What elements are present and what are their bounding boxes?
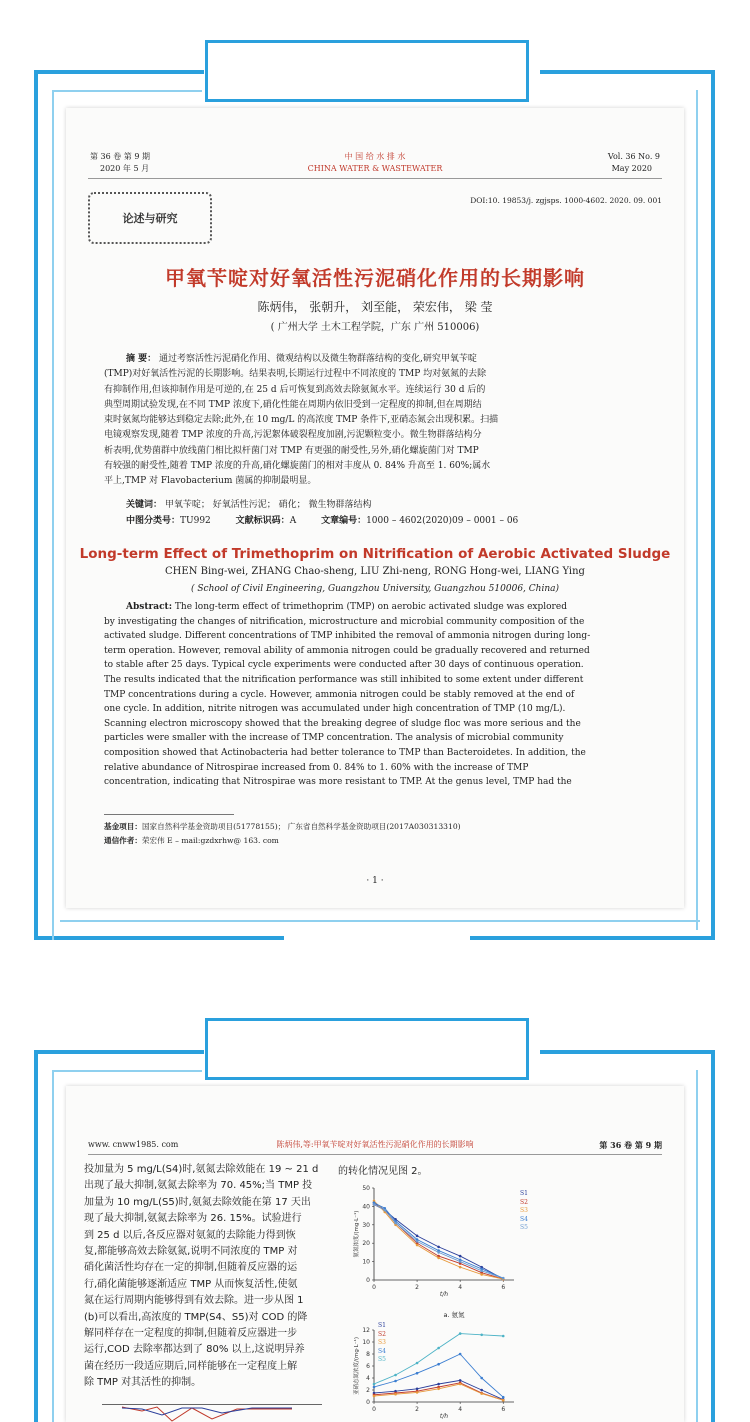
frame-left-bar-2 — [34, 1050, 38, 1422]
y-tick-label: 6 — [366, 1363, 370, 1370]
data-point-S5 — [437, 1347, 440, 1350]
data-point-S1 — [459, 1379, 462, 1382]
x-tick-label: 2 — [415, 1284, 419, 1291]
data-point-S3 — [459, 1383, 462, 1386]
authors-en: CHEN Bing-wei, ZHANG Chao-sheng, LIU Zhi-neng, RONG Hong-wei, LIANG Ying — [165, 566, 585, 577]
chart-a-ammonia — [334, 1182, 574, 1310]
header-rule — [88, 178, 662, 179]
frame-bottom-bar-1 — [34, 936, 284, 940]
frame-top-bar-1b — [540, 70, 715, 74]
data-point-S3 — [394, 1393, 397, 1396]
clc-label: 中图分类号： — [126, 516, 181, 526]
series-line-S4 — [374, 1203, 503, 1278]
data-point-S5 — [459, 1332, 462, 1335]
fund-value: 国家自然科学基金资助项目(51778155)； 广东省自然科学基金资助项目(2017A030313310) — [141, 822, 461, 831]
series-line-S1 — [374, 1203, 503, 1279]
abstract-cn-line: 有较强的耐受性,随着 TMP 浓度的升高,硝化螺旋菌门的相对丰度从 0. 84% 升高至 1. 60%;属水 — [104, 461, 491, 472]
code-value: A — [289, 516, 297, 526]
footnote-contact — [104, 836, 279, 846]
x-tick-label: 6 — [501, 1406, 506, 1413]
legend-b-s1: S1 — [378, 1322, 386, 1329]
data-point-S3 — [416, 1391, 419, 1394]
data-point-S5 — [480, 1334, 483, 1337]
code-label: 文献标识码： — [235, 516, 290, 526]
abstract-cn-line: (TMP)对好氧活性污泥的长期影响。结果表明,长期运行过程中不同浓度的 TMP 均对氨氮的去除 — [104, 369, 487, 380]
frame-inner-left-1 — [52, 90, 54, 940]
frame-top-bar-1 — [34, 70, 204, 74]
page-number: · 1 · — [366, 876, 384, 886]
abstract-en-label: Abstract: — [126, 602, 173, 612]
body-line: 硝化菌活性均存在一定的抑制,但随着反应器的运 — [84, 1262, 298, 1274]
x-axis-label: t/h — [439, 1291, 449, 1298]
article-title-cn: 甲氧苄啶对好氧活性污泥硝化作用的长期影响 — [165, 266, 585, 290]
data-point-S4 — [416, 1372, 419, 1375]
body-line: 除 TMP 对其活性的抑制。 — [84, 1377, 202, 1389]
data-point-S5 — [502, 1335, 505, 1338]
y-tick-label: 40 — [362, 1203, 370, 1211]
keywords-cn-label: 关键词： — [126, 500, 163, 510]
legend-a-s2: S2 — [520, 1198, 528, 1206]
legend-a-s5: S5 — [520, 1224, 528, 1231]
y-axis-label: 氨氮浓度/(mg·L⁻¹) — [354, 1210, 360, 1258]
data-point-S3 — [437, 1257, 440, 1260]
series-line-S3 — [374, 1201, 503, 1279]
x-axis-label: t/h — [439, 1413, 449, 1420]
data-point-S3 — [480, 1273, 483, 1276]
frame-top-bar-2 — [34, 1050, 204, 1054]
frame-right-bar-2 — [711, 1050, 715, 1422]
data-point-S5 — [437, 1251, 440, 1254]
clc-value: TU992 — [180, 516, 211, 526]
abstract-en-line: one cycle. In addition, nitrite nitrogen was accumulated under high concentration of TMP (10 mg/L). — [104, 704, 566, 715]
body-line: (b)可以看出,高浓度的 TMP(S4、S5)对 COD 的降 — [84, 1311, 308, 1323]
chart-b-container — [334, 1320, 574, 1422]
fund-label: 基金项目： — [104, 822, 142, 831]
body-column-left — [84, 1162, 346, 1392]
data-point-S1 — [437, 1383, 440, 1386]
data-point-S4 — [437, 1363, 440, 1366]
contact-label: 通信作者： — [104, 836, 142, 845]
legend-b-s5: S5 — [378, 1356, 386, 1363]
header-journal-en: CHINA WATER & WASTEWATER — [307, 164, 443, 173]
data-point-S5 — [502, 1277, 505, 1280]
data-point-S4 — [502, 1396, 505, 1399]
authors-cn: 陈炳伟， 张朝升， 刘至能， 荣宏伟， 梁 莹 — [257, 300, 493, 314]
keywords-cn — [126, 498, 371, 513]
figure-1-partial-plot — [102, 1405, 322, 1422]
frame-inner-right-1 — [696, 90, 698, 930]
data-point-S4 — [394, 1380, 397, 1383]
body-line: 运行,COD 去除率都达到了 80% 以上,这说明异养 — [84, 1344, 305, 1356]
chart-b-legend — [378, 1322, 386, 1365]
affiliation-en: ( School of Civil Engineering, Guangzhou University, Guangzhou 510006, China) — [191, 584, 559, 594]
chart-b-nitrite — [334, 1320, 574, 1422]
data-point-S3 — [437, 1388, 440, 1391]
data-point-S3 — [480, 1392, 483, 1395]
figure-1-partial — [102, 1404, 322, 1422]
abstract-cn-line: 通过考察活性污泥硝化作用、微观结构以及微生物群落结构的变化,研究甲氧苄啶 — [159, 354, 477, 364]
header-journal-cn: 中 国 给 水 排 水 — [344, 152, 406, 161]
data-point-S5 — [416, 1240, 419, 1243]
abstract-cn-line: 平上,TMP 对 Flavobacterium 菌属的抑制最明显。 — [104, 476, 317, 487]
section-stamp — [88, 192, 212, 244]
header-rule-2 — [88, 1154, 662, 1155]
data-point-S5 — [373, 1383, 376, 1386]
y-tick-label: 12 — [362, 1327, 370, 1334]
header-site: www. cnww1985. com — [88, 1140, 179, 1149]
classification-line — [126, 514, 518, 529]
abstract-en-line: TMP concentrations during a cycle. However, ammonia nitrogen could be stably removed at the end of — [104, 689, 575, 700]
abstract-en-line: concentration, indicating that Nitrospirae was more resistant to TMP. At the genus level, TMP had the — [104, 777, 572, 788]
data-point-S4 — [480, 1377, 483, 1380]
data-point-S1 — [459, 1255, 462, 1258]
keywords-cn-value: 甲氧苄啶； 好氧活性污泥； 硝化； 微生物群落结构 — [164, 500, 372, 510]
data-point-S5 — [416, 1362, 419, 1365]
y-tick-label: 10 — [362, 1258, 370, 1266]
header-volume-cn: 第 36 卷 第 9 期 — [90, 152, 150, 161]
article-label: 文章编号： — [321, 516, 367, 526]
abstract-cn-line: 有抑制作用,但该抑制作用是可逆的,在 25 d 后可恢复到高效去除氨氮水平。连续运行 30 d 后的 — [104, 384, 486, 395]
y-tick-label: 0 — [366, 1277, 370, 1284]
abstract-en-line: Scanning electron microscopy showed that the breaking degree of sludge floc was more serious and the — [104, 718, 581, 729]
doi: DOI:10. 19853/j. zgjsps. 1000-4602. 2020. 09. 001 — [470, 196, 662, 205]
body-line: 出现了最大抑制,氨氮去除率为 70. 45%;当 TMP 投 — [84, 1180, 313, 1192]
body-line: 加量为 10 mg/L(S5)时,氨氮去除效能在第 17 天出 — [84, 1196, 311, 1208]
abstract-en-line: particles were smaller with the increase of TMP concentration. The analysis of microbial community — [104, 733, 564, 744]
article-title-en: Long-term Effect of Trimethoprim on Nitrification of Aerobic Activated Sludge — [79, 546, 671, 562]
article-value: 1000 – 4602(2020)09 – 0001 – 06 — [366, 516, 519, 526]
header-volume-en: Vol. 36 No. 9 — [607, 152, 660, 161]
data-point-S5 — [394, 1374, 397, 1377]
data-point-S1 — [416, 1388, 419, 1391]
y-tick-label: 8 — [366, 1351, 370, 1358]
data-point-S4 — [459, 1353, 462, 1356]
abstract-en-line: activated sludge. Different concentrations of TMP inhibited the removal of ammonia nitrogen during long- — [104, 631, 591, 642]
section-stamp-label: 论述与研究 — [122, 212, 178, 225]
y-tick-label: 50 — [362, 1185, 370, 1192]
contact-value: 荣宏伟 E – mail:gzdxrhw@ 163. com — [141, 836, 279, 845]
frame-top-bar-2b — [540, 1050, 715, 1054]
frame-bottom-bar-1b — [470, 936, 715, 940]
affiliation-cn: ( 广州大学 土木工程学院，广东 广州 510006) — [270, 322, 480, 333]
legend-a-s1: S1 — [520, 1190, 528, 1197]
data-point-S5 — [373, 1203, 376, 1206]
chart-a-legend — [520, 1190, 528, 1233]
journal-page-1 — [66, 108, 684, 908]
body-line: 到 25 d 以后,各反应器对氨氮的去除能力得到恢 — [84, 1229, 296, 1241]
header-date-en: May 2020 — [611, 164, 652, 173]
chart-a-caption: a. 氨氮 — [443, 1311, 465, 1319]
data-point-S3 — [373, 1395, 376, 1398]
data-point-S5 — [383, 1209, 386, 1212]
x-tick-label: 2 — [415, 1406, 419, 1413]
legend-b-s3: S3 — [378, 1339, 386, 1346]
data-point-S1 — [437, 1246, 440, 1249]
footnote-fund — [104, 822, 461, 832]
body-line: 解同样存在一定程度的抑制,但随着反应器进一步 — [84, 1328, 298, 1340]
legend-b-s2: S2 — [378, 1330, 386, 1338]
y-tick-label: 30 — [362, 1221, 370, 1229]
series-line-S5 — [374, 1334, 503, 1384]
right-intro: 的转化情况见图 2。 — [338, 1166, 428, 1177]
journal-page-2 — [66, 1086, 684, 1422]
abstract-cn — [104, 352, 652, 490]
x-tick-label: 4 — [458, 1284, 463, 1291]
legend-a-s3: S3 — [520, 1207, 528, 1214]
frame-inner-right-2 — [696, 1070, 698, 1422]
abstract-en-line: composition showed that Actinobacteria had better tolerance to TMP than Bacteroidetes. In addition, the — [104, 747, 586, 758]
frame-tab-box-1 — [205, 40, 529, 102]
footnote-rule — [104, 814, 234, 815]
legend-b-s4: S4 — [378, 1347, 386, 1355]
abstract-en-line: by investigating the changes of nitrification, microstructure and microbial community composition of the — [104, 616, 585, 627]
x-tick-label: 6 — [501, 1284, 506, 1291]
data-point-S4 — [373, 1386, 376, 1389]
frame-inner-top-1 — [52, 90, 202, 92]
data-point-S5 — [394, 1222, 397, 1225]
data-point-S1 — [480, 1389, 483, 1392]
abstract-cn-line: 典型周期试验发现,在不同 TMP 浓度下,硝化性能在周期内依旧受到一定程度的抑制,但在周期结 — [104, 399, 482, 410]
y-tick-label: 2 — [366, 1387, 370, 1394]
frame-tab-box-2 — [205, 1018, 529, 1080]
y-tick-label: 4 — [366, 1375, 370, 1382]
data-point-S5 — [459, 1260, 462, 1263]
chart-a-container — [334, 1182, 574, 1310]
abstract-en-line: term operation. However, removal ability of ammonia nitrogen could be gradually recovered and returned — [104, 645, 590, 656]
frame-inner-bottom-1 — [60, 920, 700, 922]
legend-a-s4: S4 — [520, 1215, 528, 1223]
header-volume: 第 36 卷 第 9 期 — [599, 1140, 662, 1150]
body-line: 菌在经历一段适应期后,同样能够在一定程度上解 — [84, 1360, 298, 1372]
abstract-en-line: to stable after 25 days. Typical cycle experiments were conducted after 30 days of continuous operation. — [104, 660, 584, 671]
y-tick-label: 20 — [362, 1240, 370, 1248]
body-line: 投加量为 5 mg/L(S4)时,氨氮去除效能在 19 ~ 21 d — [84, 1164, 319, 1175]
abstract-en-line: The long-term effect of trimethoprim (TMP) on aerobic activated sludge was explored — [174, 602, 567, 612]
data-point-S3 — [459, 1266, 462, 1269]
abstract-en — [104, 600, 656, 790]
abstract-en-line: The results indicated that the nitrification performance was still inhibited to some extent under different — [104, 674, 584, 685]
x-tick-label: 0 — [372, 1284, 376, 1291]
frame-inner-top-2 — [52, 1070, 202, 1072]
abstract-en-line: relative abundance of Nitrospirae increased from 0. 84% to 1. 60% with the increase of TMP — [104, 762, 529, 773]
body-line: 现了最大抑制,氨氮去除率为 26. 15%。试验进行 — [84, 1213, 302, 1225]
y-axis-label: 亚硝态氮浓度/(mg·L⁻¹) — [354, 1337, 360, 1395]
header-date-cn: 2020 年 5 月 — [100, 164, 150, 173]
series-line-S5 — [374, 1205, 503, 1279]
frame-left-bar-1 — [34, 70, 38, 940]
abstract-cn-line: 析表明,优势菌群中放线菌门相比拟杆菌门对 TMP 有更强的耐受性,另外,硝化螺旋菌门对 TMP — [104, 445, 479, 456]
header-running-title: 陈炳伟,等:甲氧苄啶对好氧活性污泥硝化作用的长期影响 — [276, 1140, 474, 1149]
x-tick-label: 0 — [372, 1406, 376, 1413]
body-line: 氮在运行周期内能够得到有效去除。进一步从图 1 — [84, 1295, 304, 1307]
x-tick-label: 4 — [458, 1406, 463, 1413]
frame-inner-left-2 — [52, 1070, 54, 1422]
y-tick-label: 10 — [362, 1339, 370, 1346]
abstract-cn-label: 摘 要： — [126, 354, 157, 364]
frame-right-bar-1 — [711, 70, 715, 940]
abstract-cn-line: 束时氨氮均能够达到稳定去除;此外,在 10 mg/L 的高浓度 TMP 条件下,亚硝态氮会出现积累。扫描 — [104, 415, 499, 426]
body-line: 复,都能够高效去除氨氮,说明不同浓度的 TMP 对 — [84, 1246, 298, 1258]
abstract-cn-line: 电镜观察发现,随着 TMP 浓度的升高,污泥絮体破裂程度加剧,污泥颗粒变小。微生物群落结构分 — [104, 430, 482, 441]
y-tick-label: 0 — [366, 1399, 370, 1406]
data-point-S1 — [416, 1235, 419, 1238]
body-line: 行,硝化菌能够逐渐适应 TMP 从而恢复活性,使氨 — [84, 1278, 298, 1290]
data-point-S3 — [416, 1244, 419, 1247]
data-point-S5 — [480, 1270, 483, 1273]
data-point-S3 — [502, 1399, 505, 1402]
